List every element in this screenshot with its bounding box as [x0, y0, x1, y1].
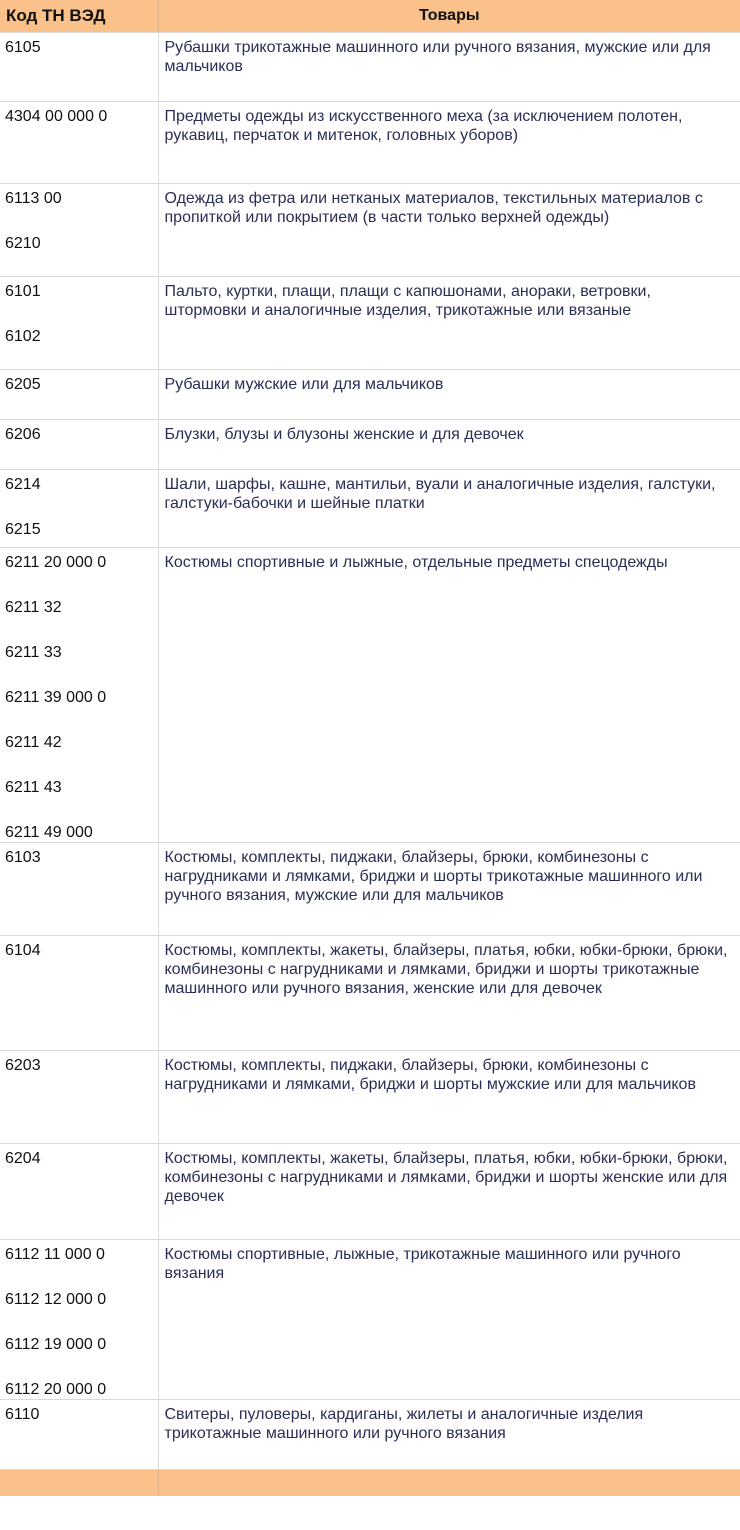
tnved-code: 6203: [5, 1057, 41, 1074]
tnved-code: 6211 33: [5, 644, 62, 661]
code-cell: [0, 548, 158, 843]
tnved-code: 6104: [5, 942, 41, 959]
table-row: [0, 102, 740, 184]
tnved-code: 6110: [5, 1406, 40, 1423]
code-cell: [0, 277, 158, 370]
footer-cell: [158, 1470, 740, 1497]
goods-description: Костюмы, комплекты, пиджаки, блайзеры, брюки, комбинезоны с нагрудниками и лямками, бриджи и шорты мужские или для мальчиков: [158, 1051, 740, 1144]
code-cell: [0, 1400, 158, 1470]
goods-description: Шали, шарфы, кашне, мантильи, вуали и аналогичные изделия, галстуки, галстуки-бабочки и шейные платки: [158, 470, 740, 548]
goods-description: Предметы одежды из искусственного меха (за исключением полотен, рукавиц, перчаток и митенок, головных уборов): [158, 102, 740, 184]
goods-description: Костюмы, комплекты, пиджаки, блайзеры, брюки, комбинезоны с нагрудниками и лямками, бриджи и шорты трикотажные машинного или ручного вязания, мужские или для мальчиков: [158, 843, 740, 936]
tnved-code: 6101: [5, 283, 41, 300]
tnved-code: 6112 12 000 0: [5, 1291, 107, 1308]
code-cell: [0, 1051, 158, 1144]
table-row: [0, 1240, 740, 1400]
goods-description: Костюмы спортивные и лыжные, отдельные предметы спецодежды: [158, 548, 740, 843]
code-cell: [0, 1240, 158, 1400]
code-column-header: Код ТН ВЭД: [0, 0, 158, 33]
table-row: [0, 420, 740, 470]
table-footer-band: [0, 1470, 740, 1497]
tnved-code: 6211 43: [5, 779, 62, 796]
table-row: [0, 548, 740, 843]
tnved-code: 4304 00 000 0: [5, 108, 108, 125]
tnved-code: 6214: [5, 476, 41, 493]
tnved-code: 6211 20 000 0: [5, 554, 107, 571]
tnved-code: 6105: [5, 39, 41, 56]
code-cell: [0, 936, 158, 1051]
code-cell: [0, 184, 158, 277]
goods-column-header: Товары: [158, 0, 740, 33]
table-row: [0, 470, 740, 548]
code-cell: [0, 470, 158, 548]
table-row: [0, 184, 740, 277]
table-body: [0, 33, 740, 1497]
table-header-row: [0, 0, 740, 33]
tnved-code: 6211 49 000: [5, 824, 93, 841]
tnved-code: 6211 39 000 0: [5, 689, 107, 706]
tnved-code: 6206: [5, 426, 41, 443]
tnved-code: 6211 42: [5, 734, 62, 751]
table-row: [0, 843, 740, 936]
goods-description: Костюмы, комплекты, жакеты, блайзеры, платья, юбки, юбки-брюки, брюки, комбинезоны с нагрудниками и лямками, бриджи и шорты женские или для девочек: [158, 1144, 740, 1240]
tnved-code: 6205: [5, 376, 41, 393]
table-row: [0, 1144, 740, 1240]
tnved-code: 6211 32: [5, 599, 62, 616]
tnved-code: 6112 11 000 0: [5, 1246, 105, 1263]
tnved-code: 6204: [5, 1150, 41, 1167]
goods-description: Пальто, куртки, плащи, плащи с капюшонами, анораки, ветровки, штормовки и аналогичные изделия, трикотажные или вязаные: [158, 277, 740, 370]
goods-description: Рубашки трикотажные машинного или ручного вязания, мужские или для мальчиков: [158, 33, 740, 102]
table-row: [0, 277, 740, 370]
tnved-code: 6210: [5, 235, 41, 252]
goods-description: Костюмы спортивные, лыжные, трикотажные машинного или ручного вязания: [158, 1240, 740, 1400]
tnved-code: 6112 20 000 0: [5, 1381, 107, 1398]
code-cell: [0, 843, 158, 936]
code-cell: [0, 420, 158, 470]
goods-description: Рубашки мужские или для мальчиков: [158, 370, 740, 420]
code-cell: [0, 33, 158, 102]
goods-description: Блузки, блузы и блузоны женские и для девочек: [158, 420, 740, 470]
code-cell: [0, 102, 158, 184]
tnved-code: 6112 19 000 0: [5, 1336, 107, 1353]
tnved-code: 6113 00: [5, 190, 62, 207]
table-row: [0, 1400, 740, 1470]
table-row: [0, 1051, 740, 1144]
footer-cell: [0, 1470, 158, 1497]
code-cell: [0, 370, 158, 420]
code-cell: [0, 1144, 158, 1240]
goods-description: Костюмы, комплекты, жакеты, блайзеры, платья, юбки, юбки-брюки, брюки, комбинезоны с нагрудниками и лямками, бриджи и шорты трикотажные машинного или ручного вязания, женские или для девочек: [158, 936, 740, 1051]
goods-description: Свитеры, пуловеры, кардиганы, жилеты и аналогичные изделия трикотажные машинного или ручного вязания: [158, 1400, 740, 1470]
table-row: [0, 370, 740, 420]
tnved-code: 6102: [5, 328, 41, 345]
table-row: [0, 936, 740, 1051]
goods-description: Одежда из фетра или нетканых материалов, текстильных материалов с пропиткой или покрытием (в части только верхней одежды): [158, 184, 740, 277]
tnved-code: 6103: [5, 849, 41, 866]
table-row: [0, 33, 740, 102]
tnved-code: 6215: [5, 521, 41, 538]
